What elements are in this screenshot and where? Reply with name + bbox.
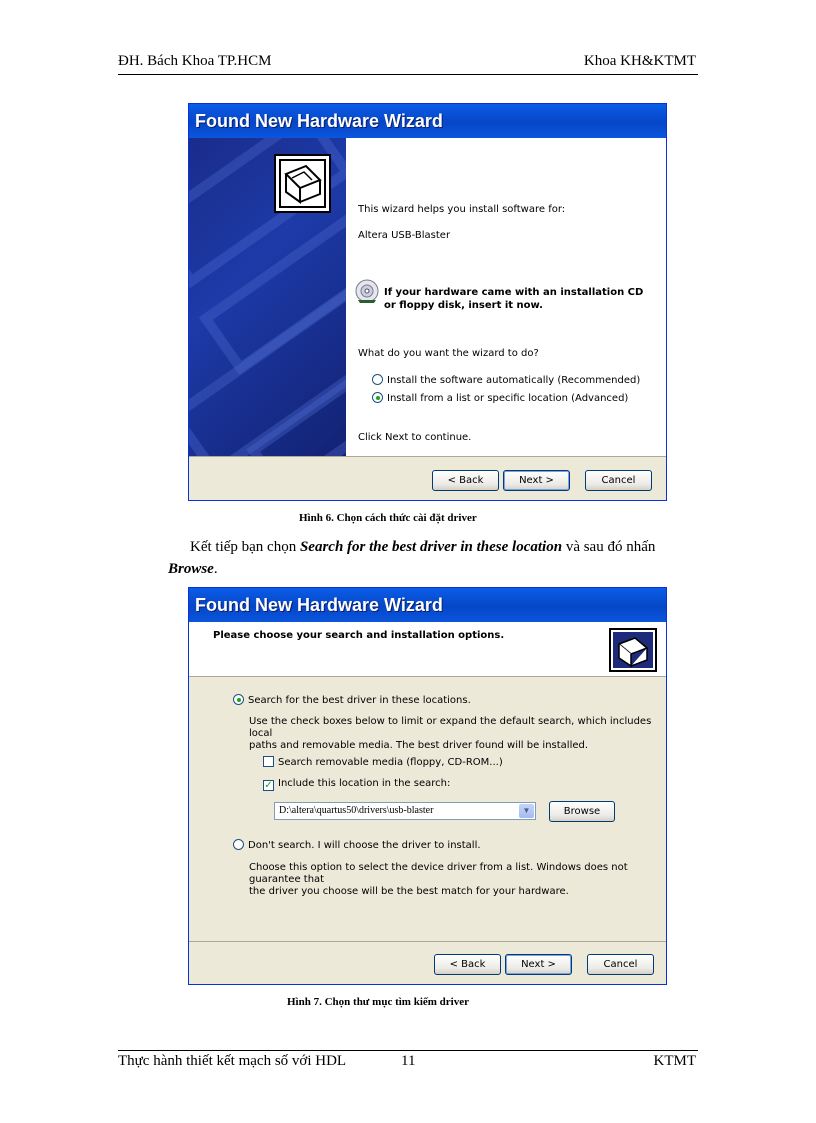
radio-list[interactable] <box>372 392 383 403</box>
button-separator <box>189 941 666 942</box>
check-removable-label: Search removable media (floppy, CD-ROM...) <box>278 757 503 768</box>
device-name: Altera USB-Blaster <box>358 230 451 241</box>
button-separator <box>189 456 666 457</box>
cd-icon <box>354 278 380 304</box>
cancel-button[interactable]: Cancel <box>587 954 654 975</box>
wizard-header-banner <box>189 622 666 677</box>
search-desc-line2: paths and removable media. The best driver found will be installed. <box>249 740 589 751</box>
hardware-wizard-icon <box>609 628 657 672</box>
search-description <box>249 716 666 752</box>
footer-dept: KTMT <box>653 1053 696 1069</box>
option-search-label: Search for the best driver in these locations. <box>248 695 471 706</box>
chevron-down-icon[interactable]: ▼ <box>519 804 534 818</box>
back-button[interactable]: < Back <box>432 470 499 491</box>
footer-rule <box>118 1050 698 1051</box>
radio-auto[interactable] <box>372 374 383 385</box>
option-search[interactable] <box>233 694 471 706</box>
para-text-after: . <box>213 561 218 577</box>
option-dont-search[interactable] <box>233 839 481 851</box>
back-button[interactable]: < Back <box>434 954 501 975</box>
header-rule <box>118 74 698 75</box>
hardware-wizard-icon <box>274 154 331 213</box>
figure-caption-7: Hình 7. Chọn thư mục tìm kiếm driver <box>287 996 469 1008</box>
wizard-dialog-search-options <box>188 587 667 985</box>
continue-text: Click Next to continue. <box>358 432 472 443</box>
options-heading: Please choose your search and installation options. <box>213 630 505 641</box>
browse-button[interactable]: Browse <box>549 801 615 822</box>
next-button[interactable]: Next > <box>503 470 570 491</box>
dont-desc-line2: the driver you choose will be the best match for your hardware. <box>249 886 569 897</box>
para-text-middle: và sau đó nhấn <box>562 539 656 555</box>
dialog-title: Found New Hardware Wizard <box>189 588 666 622</box>
location-path-combobox[interactable] <box>274 802 536 820</box>
location-path-value: D:\altera\quartus50\drivers\usb-blaster <box>279 805 434 816</box>
checkbox-location[interactable]: ✓ <box>264 780 273 791</box>
search-desc-line1: Use the check boxes below to limit or expand the default search, which includes local <box>249 716 652 739</box>
dont-desc-line1: Choose this option to select the device driver from a list. Windows does not guarantee that <box>249 862 628 885</box>
cd-hint <box>384 286 643 312</box>
check-location[interactable] <box>263 778 450 791</box>
intro-text: This wizard helps you install software for: <box>358 204 566 215</box>
footer-course: Thực hành thiết kết mạch số với HDL <box>118 1053 347 1069</box>
wizard-content <box>346 138 666 456</box>
option-auto-label: Install the software automatically (Recommended) <box>387 375 641 386</box>
checkbox-removable[interactable] <box>263 756 274 767</box>
check-location-label: Include this location in the search: <box>278 778 451 789</box>
cd-hint-line2: or floppy disk, insert it now. <box>384 300 543 311</box>
option-list-label: Install from a list or specific location (Advanced) <box>387 393 629 404</box>
para-emphasis-browse: Browse <box>168 561 214 577</box>
check-removable[interactable] <box>263 756 503 768</box>
radio-dont-search[interactable] <box>233 839 244 850</box>
header-faculty: Khoa KH&KTMT <box>583 53 696 69</box>
para-text-before: Kết tiếp bạn chọn <box>190 539 300 555</box>
dialog-title: Found New Hardware Wizard <box>189 104 666 138</box>
figure-caption-6: Hình 6. Chọn cách thức cài đặt driver <box>299 512 477 524</box>
option-auto[interactable] <box>372 374 640 386</box>
question-text: What do you want the wizard to do? <box>358 348 539 359</box>
instruction-paragraph <box>168 536 698 580</box>
cancel-button[interactable]: Cancel <box>585 470 652 491</box>
option-dont-label: Don't search. I will choose the driver to install. <box>248 840 481 851</box>
option-list[interactable] <box>372 392 628 404</box>
dont-description <box>249 862 666 898</box>
radio-search[interactable] <box>233 694 244 705</box>
cd-hint-line1: If your hardware came with an installation CD <box>384 287 644 298</box>
page-number: 11 <box>401 1053 416 1069</box>
wizard-dialog-install-choice <box>188 103 667 501</box>
next-button[interactable]: Next > <box>505 954 572 975</box>
para-emphasis-search: Search for the best driver in these location <box>299 539 563 555</box>
header-university: ĐH. Bách Khoa TP.HCM <box>118 53 272 69</box>
